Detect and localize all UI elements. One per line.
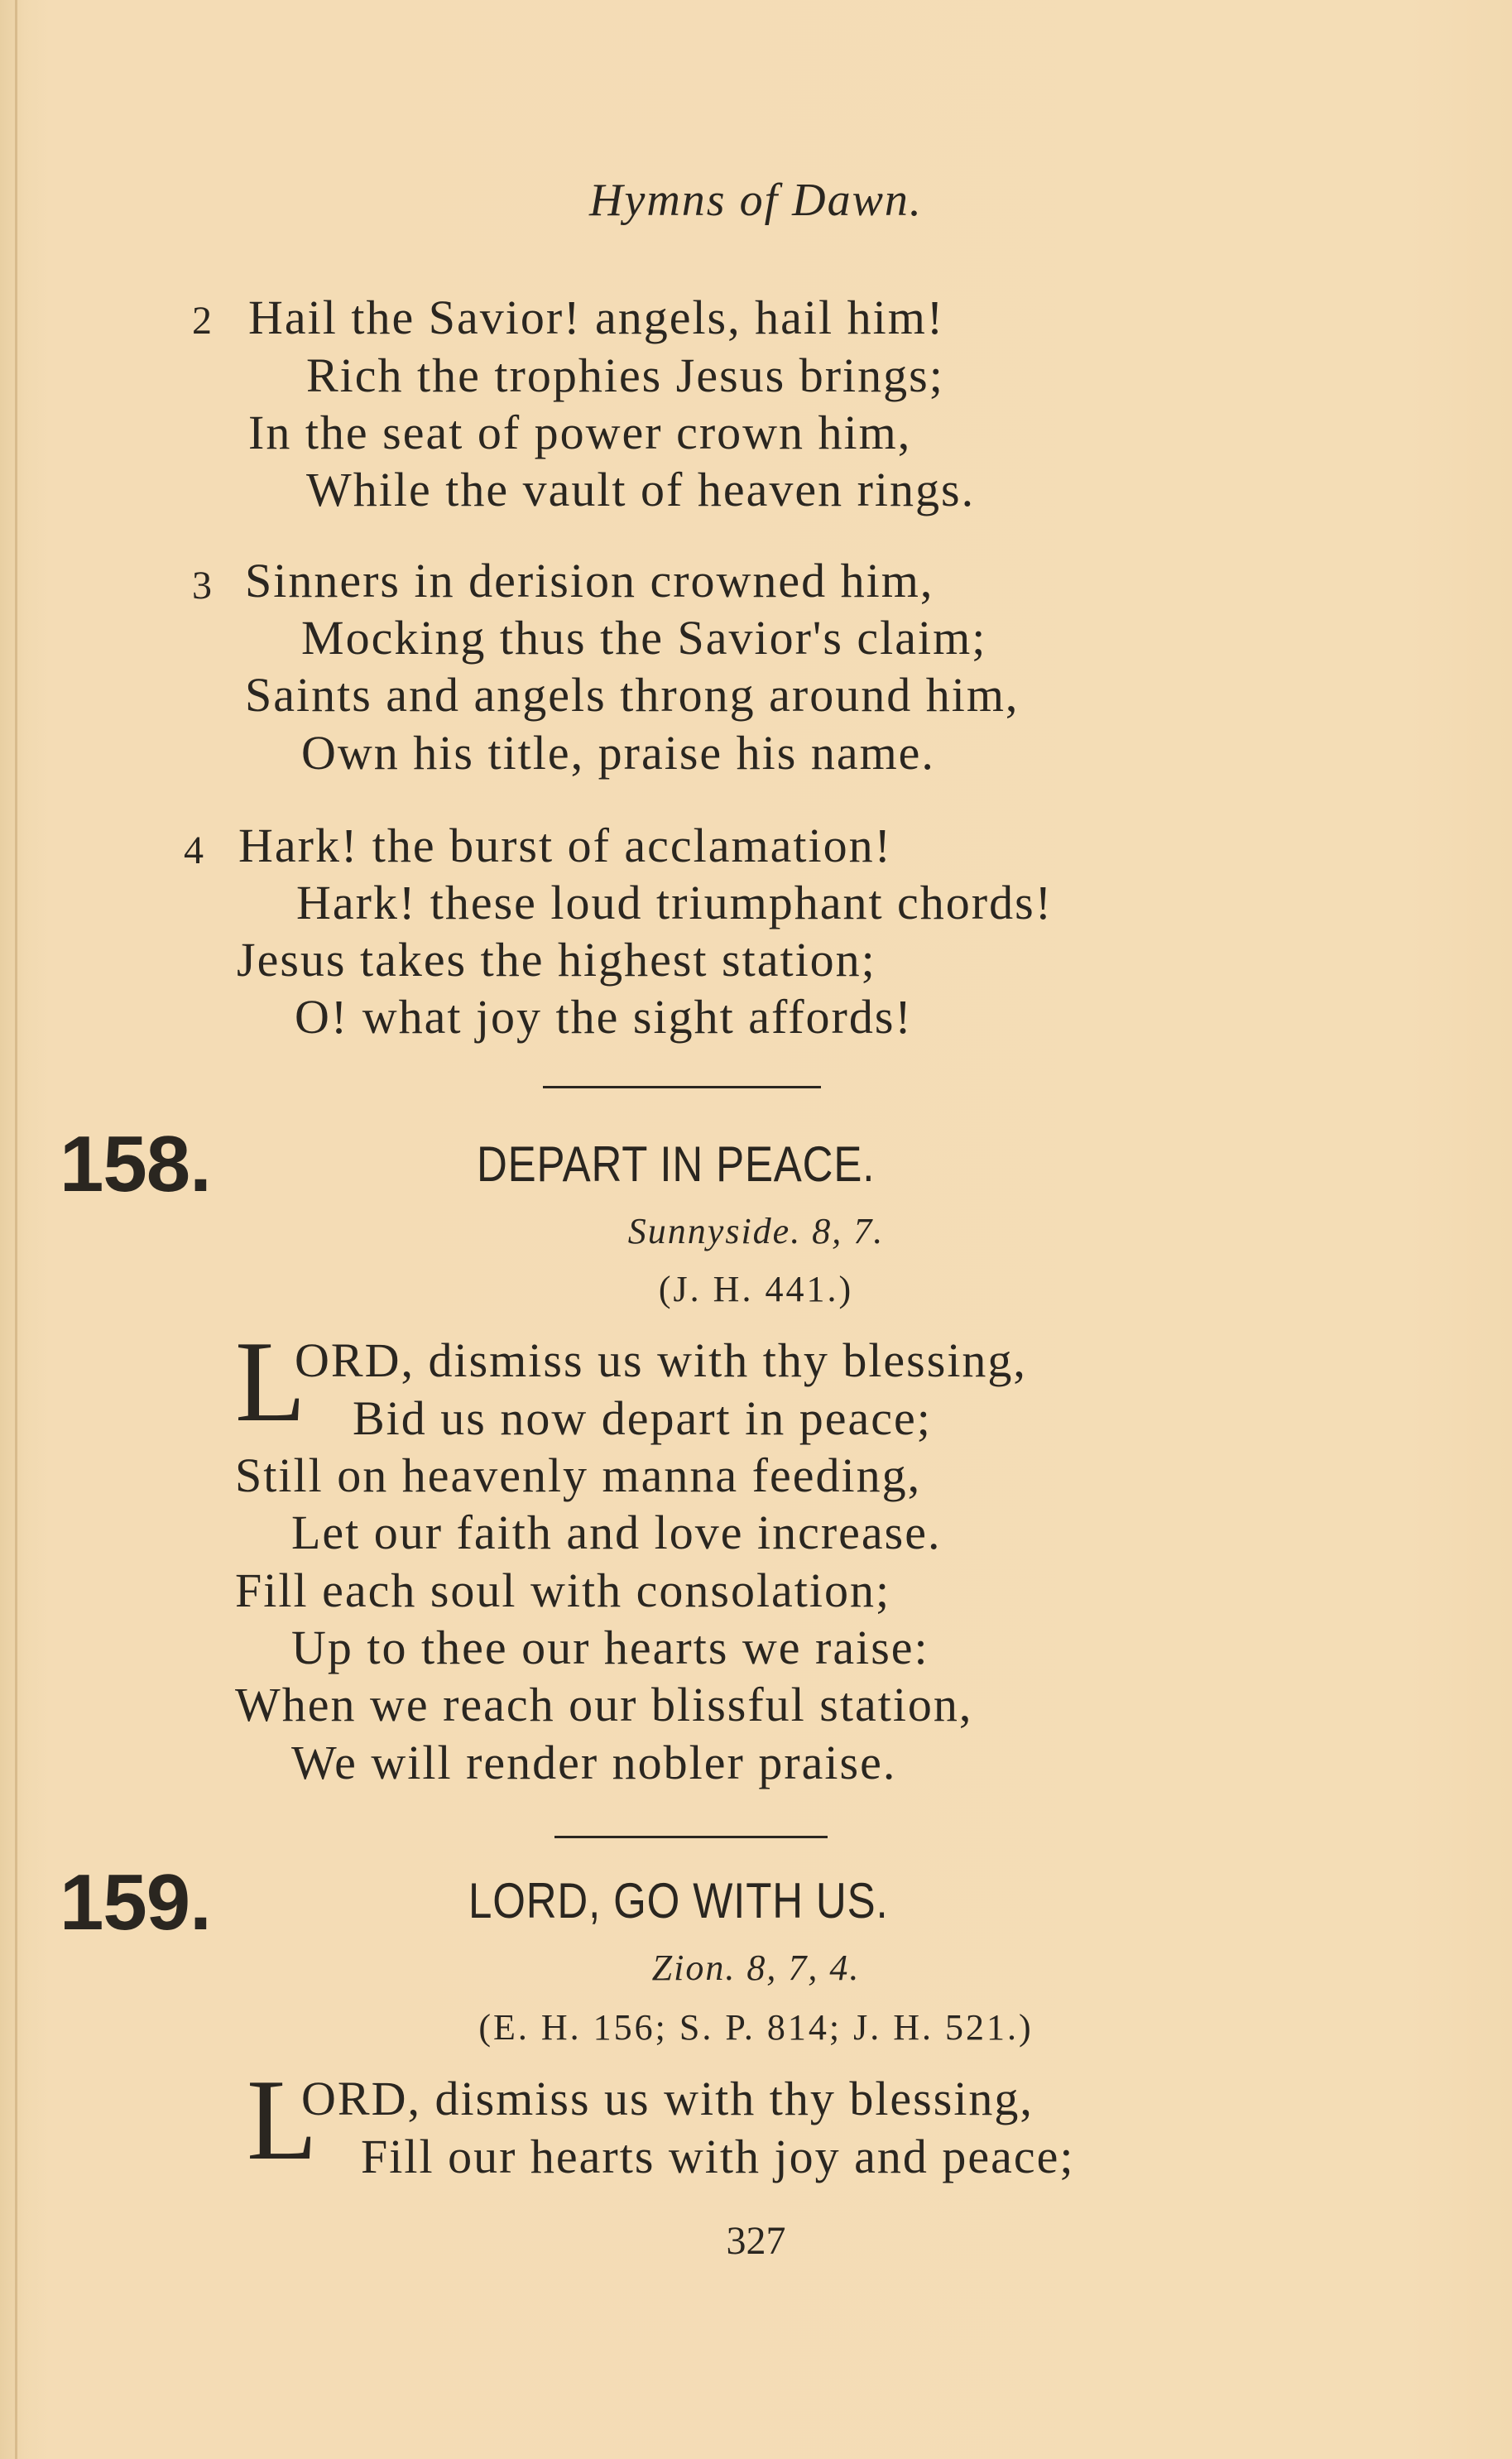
hymn-number: 158.: [60, 1120, 211, 1208]
verse-line: While the vault of heaven rings.: [306, 463, 976, 516]
verse-line: ORD, dismiss us with thy blessing,: [295, 1333, 1027, 1387]
hymn-title: DEPART IN PEACE.: [477, 1136, 876, 1192]
tune-name: Sunnyside. 8, 7.: [627, 1211, 885, 1251]
verse-line: Bid us now depart in peace;: [353, 1391, 932, 1445]
verse-line: Let our faith and love increase.: [291, 1506, 942, 1559]
section-divider: [543, 1086, 821, 1088]
hymn-number: 159.: [60, 1858, 211, 1947]
verse-line: Jesus takes the highest station;: [237, 933, 876, 987]
section-divider: [554, 1836, 828, 1838]
hymn-reference: (E. H. 156; S. P. 814; J. H. 521.): [478, 2007, 1034, 2048]
verse-line: Hail the Savior! angels, hail him!: [248, 291, 945, 344]
verse-line: In the seat of power crown him,: [248, 406, 912, 459]
drop-cap: L: [235, 1318, 306, 1446]
verse-line: Own his title, praise his name.: [301, 726, 935, 780]
running-header: Hymns of Dawn.: [589, 175, 923, 226]
stanza-number: 3: [192, 564, 212, 608]
verse-line: O! what joy the sight affords!: [295, 990, 913, 1044]
verse-line: Mocking thus the Savior's claim;: [301, 611, 987, 665]
hymn-reference: (J. H. 441.): [658, 1269, 854, 1309]
verse-line: When we reach our blissful station,: [235, 1678, 973, 1731]
stanza-number: 2: [192, 299, 212, 343]
verse-line: Still on heavenly manna feeding,: [235, 1448, 922, 1502]
verse-line: Fill each soul with consolation;: [235, 1563, 891, 1617]
verse-line: Rich the trophies Jesus brings;: [306, 348, 944, 402]
verse-line: Up to thee our hearts we raise:: [291, 1621, 929, 1674]
tune-name: Zion. 8, 7, 4.: [651, 1948, 861, 1988]
verse-line: ORD, dismiss us with thy blessing,: [301, 2072, 1034, 2125]
verse-line: Sinners in derision crowned him,: [245, 554, 934, 608]
verse-line: Fill our hearts with joy and peace;: [361, 2130, 1075, 2183]
verse-line: Hark! the burst of acclamation!: [238, 819, 892, 872]
verse-line: Hark! these loud triumphant chords!: [296, 876, 1054, 929]
drop-cap: L: [247, 2056, 318, 2184]
hymn-title: LORD, GO WITH US.: [468, 1873, 889, 1928]
page-number: 327: [726, 2219, 786, 2263]
verse-line: Saints and angels throng around him,: [245, 668, 1020, 722]
verse-line: We will render nobler praise.: [291, 1736, 897, 1789]
stanza-number: 4: [184, 828, 204, 872]
